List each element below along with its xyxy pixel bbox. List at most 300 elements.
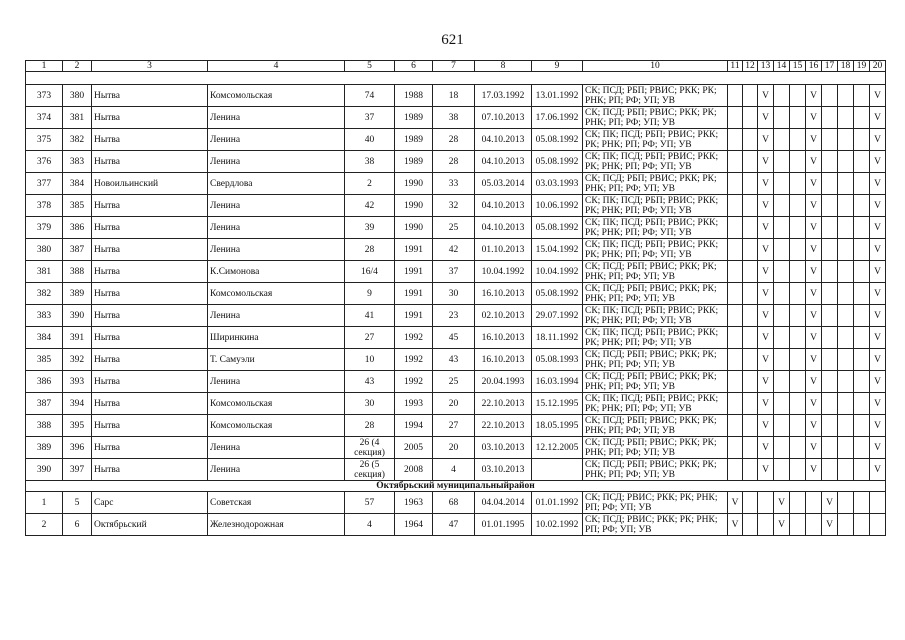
date-2-cell: 05.08.1993 <box>532 349 583 371</box>
row-number-cell: 390 <box>26 459 63 481</box>
apartment-count-cell: 32 <box>433 195 475 217</box>
mark-cell-16: V <box>806 151 822 173</box>
mark-cell-17 <box>822 151 838 173</box>
mark-cell-18 <box>838 85 854 107</box>
date-1-cell: 07.10.2013 <box>475 107 532 129</box>
mark-cell-11 <box>728 305 743 327</box>
registry-number-cell: 380 <box>63 85 92 107</box>
apartment-count-cell: 47 <box>433 514 475 536</box>
mark-cell-18 <box>838 129 854 151</box>
mark-cell-17 <box>822 85 838 107</box>
date-2-cell: 18.11.1992 <box>532 327 583 349</box>
mark-cell-20 <box>870 514 886 536</box>
date-2-cell: 16.03.1994 <box>532 371 583 393</box>
street-cell: Ленина <box>208 305 345 327</box>
mark-cell-19 <box>854 492 870 514</box>
mark-cell-15 <box>790 327 806 349</box>
date-1-cell: 03.10.2013 <box>475 437 532 459</box>
date-1-cell: 05.03.2014 <box>475 173 532 195</box>
mark-cell-11 <box>728 107 743 129</box>
settlement-cell: Нытва <box>92 393 208 415</box>
mark-cell-11 <box>728 129 743 151</box>
date-1-cell: 01.10.2013 <box>475 239 532 261</box>
mark-cell-13: V <box>758 415 774 437</box>
services-cell: СК; ПК; ПСД; РБП; РВИС; РКК; РК; РНК; РП; РФ; УП; УВ <box>583 239 728 261</box>
street-cell: Ленина <box>208 129 345 151</box>
column-header-13: 13 <box>758 61 774 72</box>
year-built-cell: 1964 <box>395 514 433 536</box>
year-built-cell: 2005 <box>395 437 433 459</box>
date-1-cell: 20.04.1993 <box>475 371 532 393</box>
services-cell: СК; ПСД; РВИС; РКК; РК; РНК; РП; РФ; УП; УВ <box>583 514 728 536</box>
row-number-cell: 379 <box>26 217 63 239</box>
mark-cell-12 <box>743 349 758 371</box>
services-cell: СК; ПСД; РБП; РВИС; РКК; РК; РНК; РП; РФ; УП; УВ <box>583 173 728 195</box>
registry-number-cell: 390 <box>63 305 92 327</box>
street-cell: Ленина <box>208 195 345 217</box>
section-row <box>26 481 886 492</box>
column-header-15: 15 <box>790 61 806 72</box>
mark-cell-19 <box>854 437 870 459</box>
mark-cell-14 <box>774 85 790 107</box>
house-number-cell: 42 <box>345 195 395 217</box>
date-1-cell: 16.10.2013 <box>475 349 532 371</box>
column-header-19: 19 <box>854 61 870 72</box>
mark-cell-16: V <box>806 459 822 481</box>
mark-cell-13: V <box>758 371 774 393</box>
house-number-cell: 30 <box>345 393 395 415</box>
mark-cell-16: V <box>806 393 822 415</box>
mark-cell-11 <box>728 151 743 173</box>
mark-cell-15 <box>790 514 806 536</box>
apartment-count-cell: 20 <box>433 437 475 459</box>
registry-number-cell: 6 <box>63 514 92 536</box>
mark-cell-17 <box>822 305 838 327</box>
mark-cell-20: V <box>870 129 886 151</box>
mark-cell-12 <box>743 173 758 195</box>
mark-cell-15 <box>790 305 806 327</box>
mark-cell-19 <box>854 151 870 173</box>
table-row <box>26 349 886 371</box>
mark-cell-14 <box>774 151 790 173</box>
column-header-12: 12 <box>743 61 758 72</box>
house-number-cell: 4 <box>345 514 395 536</box>
settlement-cell: Нытва <box>92 437 208 459</box>
table-row <box>26 151 886 173</box>
date-1-cell: 16.10.2013 <box>475 283 532 305</box>
mark-cell-14 <box>774 283 790 305</box>
column-header-14: 14 <box>774 61 790 72</box>
mark-cell-11: V <box>728 492 743 514</box>
column-header-4: 4 <box>208 61 345 72</box>
settlement-cell: Октябрьский <box>92 514 208 536</box>
mark-cell-20: V <box>870 349 886 371</box>
mark-cell-11 <box>728 327 743 349</box>
mark-cell-17: V <box>822 514 838 536</box>
mark-cell-15 <box>790 261 806 283</box>
mark-cell-12 <box>743 305 758 327</box>
mark-cell-19 <box>854 239 870 261</box>
year-built-cell: 1992 <box>395 327 433 349</box>
table-row <box>26 371 886 393</box>
mark-cell-12 <box>743 85 758 107</box>
mark-cell-13: V <box>758 349 774 371</box>
apartment-count-cell: 68 <box>433 492 475 514</box>
table-row <box>26 129 886 151</box>
column-header-17: 17 <box>822 61 838 72</box>
column-header-7: 7 <box>433 61 475 72</box>
row-number-cell: 380 <box>26 239 63 261</box>
services-cell: СК; ПСД; РБП; РВИС; РКК; РК; РНК; РП; РФ; УП; УВ <box>583 107 728 129</box>
date-2-cell: 05.08.1992 <box>532 283 583 305</box>
mark-cell-15 <box>790 349 806 371</box>
row-number-cell: 375 <box>26 129 63 151</box>
row-number-cell: 389 <box>26 437 63 459</box>
street-cell: Железнодорожная <box>208 514 345 536</box>
date-2-cell: 17.06.1992 <box>532 107 583 129</box>
apartment-count-cell: 27 <box>433 415 475 437</box>
mark-cell-20: V <box>870 151 886 173</box>
apartment-count-cell: 25 <box>433 217 475 239</box>
mark-cell-19 <box>854 217 870 239</box>
settlement-cell: Нытва <box>92 415 208 437</box>
column-header-6: 6 <box>395 61 433 72</box>
mark-cell-11 <box>728 217 743 239</box>
street-cell: Комсомольская <box>208 393 345 415</box>
table-row <box>26 492 886 514</box>
mark-cell-13: V <box>758 85 774 107</box>
mark-cell-15 <box>790 371 806 393</box>
services-cell: СК; ПСД; РБП; РВИС; РКК; РК; РНК; РП; РФ; УП; УВ <box>583 371 728 393</box>
date-2-cell: 03.03.1993 <box>532 173 583 195</box>
row-number-cell: 377 <box>26 173 63 195</box>
date-2-cell: 10.02.1992 <box>532 514 583 536</box>
mark-cell-20: V <box>870 261 886 283</box>
apartment-count-cell: 20 <box>433 393 475 415</box>
mark-cell-14 <box>774 217 790 239</box>
date-2-cell: 01.01.1992 <box>532 492 583 514</box>
row-number-cell: 385 <box>26 349 63 371</box>
mark-cell-11: V <box>728 514 743 536</box>
mark-cell-13: V <box>758 327 774 349</box>
mark-cell-19 <box>854 415 870 437</box>
header-row <box>26 61 886 72</box>
table-row <box>26 107 886 129</box>
mark-cell-14 <box>774 107 790 129</box>
street-cell: Свердлова <box>208 173 345 195</box>
mark-cell-12 <box>743 195 758 217</box>
registry-number-cell: 397 <box>63 459 92 481</box>
mark-cell-12 <box>743 415 758 437</box>
registry-number-cell: 393 <box>63 371 92 393</box>
mark-cell-12 <box>743 283 758 305</box>
mark-cell-17 <box>822 217 838 239</box>
apartment-count-cell: 4 <box>433 459 475 481</box>
mark-cell-19 <box>854 371 870 393</box>
table-row <box>26 415 886 437</box>
settlement-cell: Нытва <box>92 283 208 305</box>
date-2-cell: 05.08.1992 <box>532 217 583 239</box>
date-2-cell: 13.01.1992 <box>532 85 583 107</box>
mark-cell-20: V <box>870 239 886 261</box>
apartment-count-cell: 28 <box>433 129 475 151</box>
registry-number-cell: 388 <box>63 261 92 283</box>
mark-cell-16 <box>806 492 822 514</box>
column-header-18: 18 <box>838 61 854 72</box>
mark-cell-17 <box>822 459 838 481</box>
house-number-cell: 41 <box>345 305 395 327</box>
apartment-count-cell: 25 <box>433 371 475 393</box>
row-number-cell: 384 <box>26 327 63 349</box>
street-cell: Ленина <box>208 459 345 481</box>
date-1-cell: 04.04.2014 <box>475 492 532 514</box>
mark-cell-15 <box>790 459 806 481</box>
services-cell: СК; ПК; ПСД; РБП; РВИС; РКК; РК; РНК; РП; РФ; УП; УВ <box>583 195 728 217</box>
mark-cell-11 <box>728 195 743 217</box>
mark-cell-19 <box>854 459 870 481</box>
mark-cell-14 <box>774 239 790 261</box>
column-header-1: 1 <box>26 61 63 72</box>
mark-cell-14 <box>774 393 790 415</box>
mark-cell-15 <box>790 195 806 217</box>
mark-cell-15 <box>790 239 806 261</box>
settlement-cell: Нытва <box>92 349 208 371</box>
mark-cell-15 <box>790 173 806 195</box>
mark-cell-19 <box>854 261 870 283</box>
row-number-cell: 388 <box>26 415 63 437</box>
registry-number-cell: 5 <box>63 492 92 514</box>
mark-cell-18 <box>838 492 854 514</box>
street-cell: Т. Самуэли <box>208 349 345 371</box>
house-number-cell: 57 <box>345 492 395 514</box>
registry-number-cell: 383 <box>63 151 92 173</box>
apartment-count-cell: 18 <box>433 85 475 107</box>
apartment-count-cell: 42 <box>433 239 475 261</box>
mark-cell-17 <box>822 393 838 415</box>
year-built-cell: 1990 <box>395 217 433 239</box>
year-built-cell: 2008 <box>395 459 433 481</box>
settlement-cell: Нытва <box>92 85 208 107</box>
table-row <box>26 459 886 481</box>
table-row <box>26 327 886 349</box>
mark-cell-14 <box>774 349 790 371</box>
services-cell: СК; ПК; ПСД; РБП; РВИС; РКК; РК; РНК; РП; РФ; УП; УВ <box>583 151 728 173</box>
settlement-cell: Нытва <box>92 305 208 327</box>
mark-cell-15 <box>790 85 806 107</box>
row-number-cell: 373 <box>26 85 63 107</box>
registry-number-cell: 391 <box>63 327 92 349</box>
date-1-cell: 10.04.1992 <box>475 261 532 283</box>
mark-cell-11 <box>728 437 743 459</box>
settlement-cell: Нытва <box>92 261 208 283</box>
mark-cell-12 <box>743 393 758 415</box>
mark-cell-17 <box>822 415 838 437</box>
registry-number-cell: 384 <box>63 173 92 195</box>
mark-cell-11 <box>728 283 743 305</box>
year-built-cell: 1991 <box>395 261 433 283</box>
mark-cell-16: V <box>806 261 822 283</box>
date-2-cell: 18.05.1995 <box>532 415 583 437</box>
date-1-cell: 22.10.2013 <box>475 393 532 415</box>
settlement-cell: Нытва <box>92 327 208 349</box>
mark-cell-17 <box>822 195 838 217</box>
services-cell: СК; ПСД; РБП; РВИС; РКК; РК; РНК; РП; РФ; УП; УВ <box>583 349 728 371</box>
mark-cell-13 <box>758 492 774 514</box>
date-1-cell: 16.10.2013 <box>475 327 532 349</box>
mark-cell-11 <box>728 415 743 437</box>
mark-cell-17: V <box>822 492 838 514</box>
mark-cell-20: V <box>870 437 886 459</box>
registry-number-cell: 392 <box>63 349 92 371</box>
table-row <box>26 393 886 415</box>
mark-cell-19 <box>854 85 870 107</box>
mark-cell-18 <box>838 327 854 349</box>
row-number-cell: 382 <box>26 283 63 305</box>
mark-cell-17 <box>822 261 838 283</box>
mark-cell-14: V <box>774 514 790 536</box>
apartment-count-cell: 23 <box>433 305 475 327</box>
mark-cell-15 <box>790 393 806 415</box>
house-number-cell: 28 <box>345 239 395 261</box>
table-row <box>26 514 886 536</box>
mark-cell-18 <box>838 305 854 327</box>
services-cell: СК; ПСД; РБП; РВИС; РКК; РК; РНК; РП; РФ; УП; УВ <box>583 85 728 107</box>
mark-cell-16: V <box>806 437 822 459</box>
services-cell: СК; ПСД; РВИС; РКК; РК; РНК; РП; РФ; УП; УВ <box>583 492 728 514</box>
mark-cell-14 <box>774 129 790 151</box>
house-number-cell: 40 <box>345 129 395 151</box>
settlement-cell: Нытва <box>92 217 208 239</box>
row-number-cell: 381 <box>26 261 63 283</box>
date-2-cell: 29.07.1992 <box>532 305 583 327</box>
mark-cell-11 <box>728 239 743 261</box>
table-row <box>26 217 886 239</box>
mark-cell-18 <box>838 514 854 536</box>
house-number-cell: 74 <box>345 85 395 107</box>
mark-cell-14 <box>774 327 790 349</box>
settlement-cell: Нытва <box>92 129 208 151</box>
date-1-cell: 01.01.1995 <box>475 514 532 536</box>
mark-cell-13: V <box>758 437 774 459</box>
street-cell: Ленина <box>208 239 345 261</box>
house-number-cell: 26 (5 секция) <box>345 459 395 481</box>
mark-cell-17 <box>822 437 838 459</box>
column-header-10: 10 <box>583 61 728 72</box>
table-row <box>26 173 886 195</box>
mark-cell-15 <box>790 437 806 459</box>
mark-cell-13: V <box>758 239 774 261</box>
mark-cell-18 <box>838 349 854 371</box>
services-cell: СК; ПСД; РБП; РВИС; РКК; РК; РНК; РП; РФ; УП; УВ <box>583 261 728 283</box>
registry-number-cell: 396 <box>63 437 92 459</box>
mark-cell-20: V <box>870 217 886 239</box>
mark-cell-12 <box>743 492 758 514</box>
mark-cell-17 <box>822 107 838 129</box>
mark-cell-12 <box>743 514 758 536</box>
house-number-cell: 43 <box>345 371 395 393</box>
house-number-cell: 37 <box>345 107 395 129</box>
mark-cell-19 <box>854 283 870 305</box>
mark-cell-13: V <box>758 151 774 173</box>
apartment-count-cell: 28 <box>433 151 475 173</box>
house-number-cell: 16/4 <box>345 261 395 283</box>
mark-cell-18 <box>838 261 854 283</box>
mark-cell-18 <box>838 415 854 437</box>
services-cell: СК; ПСД; РБП; РВИС; РКК; РК; РНК; РП; РФ; УП; УВ <box>583 459 728 481</box>
mark-cell-17 <box>822 173 838 195</box>
mark-cell-20: V <box>870 327 886 349</box>
mark-cell-16: V <box>806 195 822 217</box>
date-2-cell: 12.12.2005 <box>532 437 583 459</box>
mark-cell-19 <box>854 514 870 536</box>
apartment-count-cell: 33 <box>433 173 475 195</box>
mark-cell-18 <box>838 459 854 481</box>
row-number-cell: 386 <box>26 371 63 393</box>
house-number-cell: 10 <box>345 349 395 371</box>
page-number: 621 <box>441 32 464 48</box>
settlement-cell: Нытва <box>92 107 208 129</box>
mark-cell-20: V <box>870 393 886 415</box>
year-built-cell: 1991 <box>395 239 433 261</box>
street-cell: Ленина <box>208 107 345 129</box>
street-cell: Комсомольская <box>208 415 345 437</box>
date-1-cell: 22.10.2013 <box>475 415 532 437</box>
mark-cell-11 <box>728 459 743 481</box>
mark-cell-12 <box>743 459 758 481</box>
services-cell: СК; ПСД; РБП; РВИС; РКК; РК; РНК; РП; РФ; УП; УВ <box>583 437 728 459</box>
house-number-cell: 38 <box>345 151 395 173</box>
mark-cell-18 <box>838 217 854 239</box>
mark-cell-20: V <box>870 371 886 393</box>
services-cell: СК; ПК; ПСД; РБП; РВИС; РКК; РК; РНК; РП; РФ; УП; УВ <box>583 305 728 327</box>
mark-cell-16: V <box>806 415 822 437</box>
date-1-cell: 02.10.2013 <box>475 305 532 327</box>
mark-cell-16: V <box>806 305 822 327</box>
mark-cell-15 <box>790 217 806 239</box>
date-1-cell: 17.03.1992 <box>475 85 532 107</box>
row-number-cell: 374 <box>26 107 63 129</box>
mark-cell-15 <box>790 129 806 151</box>
mark-cell-20: V <box>870 85 886 107</box>
house-number-cell: 2 <box>345 173 395 195</box>
mark-cell-20: V <box>870 459 886 481</box>
settlement-cell: Новоильинский <box>92 173 208 195</box>
registry-number-cell: 386 <box>63 217 92 239</box>
mark-cell-17 <box>822 349 838 371</box>
mark-cell-16: V <box>806 283 822 305</box>
mark-cell-12 <box>743 107 758 129</box>
mark-cell-16: V <box>806 349 822 371</box>
row-number-cell: 383 <box>26 305 63 327</box>
apartment-count-cell: 43 <box>433 349 475 371</box>
date-1-cell: 03.10.2013 <box>475 459 532 481</box>
mark-cell-20: V <box>870 107 886 129</box>
street-cell: Ленина <box>208 437 345 459</box>
settlement-cell: Нытва <box>92 239 208 261</box>
apartment-count-cell: 37 <box>433 261 475 283</box>
mark-cell-13: V <box>758 173 774 195</box>
settlement-cell: Сарс <box>92 492 208 514</box>
settlement-cell: Нытва <box>92 151 208 173</box>
mark-cell-13: V <box>758 305 774 327</box>
mark-cell-19 <box>854 305 870 327</box>
mark-cell-11 <box>728 261 743 283</box>
services-cell: СК; ПК; ПСД; РБП; РВИС; РКК; РК; РНК; РП; РФ; УП; УВ <box>583 129 728 151</box>
mark-cell-15 <box>790 107 806 129</box>
mark-cell-19 <box>854 393 870 415</box>
street-cell: Ленина <box>208 371 345 393</box>
table-row <box>26 305 886 327</box>
